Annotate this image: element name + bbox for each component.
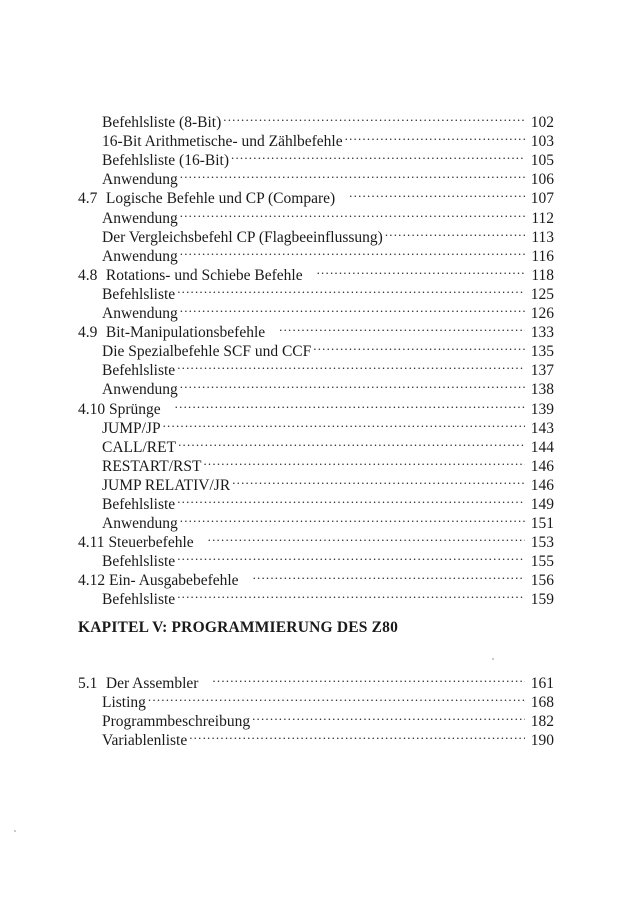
dot-leader [349, 184, 525, 203]
dot-leader [175, 394, 525, 413]
section-number: 4.9 [78, 324, 98, 342]
dot-leader [212, 669, 525, 688]
page-number: 155 [530, 553, 554, 571]
page-number: 146 [530, 457, 554, 475]
toc-subentry [78, 688, 554, 712]
section-number: 4.8 [78, 266, 98, 284]
page-number: 133 [530, 324, 554, 342]
page-number: 107 [530, 190, 554, 208]
dot-leader [189, 726, 525, 745]
toc-entry-title: Anwendung [102, 305, 178, 323]
page-number: 144 [530, 438, 554, 456]
toc-entry-title: 16-Bit Arithmetische- und Zählbefehle [102, 133, 343, 151]
page-number: 105 [530, 152, 554, 170]
page-number: 106 [530, 171, 554, 189]
page-number: 118 [531, 266, 554, 284]
toc-entry-title: Sprünge [109, 400, 161, 418]
toc-entry-title: Der Vergleichsbefehl CP (Flagbeeinflussung) [102, 228, 383, 246]
toc-entry-title: Befehlsliste (16-Bit) [102, 152, 229, 170]
toc-entry-label [78, 285, 175, 304]
toc-entry-label [78, 247, 178, 266]
toc-entry-label [78, 400, 161, 419]
dot-leader [252, 707, 525, 726]
page-number: 126 [530, 305, 554, 323]
dot-leader [208, 528, 525, 547]
page-number: 168 [530, 694, 554, 712]
toc-entry-title: Befehlsliste [102, 362, 176, 380]
toc-entry-title: Befehlsliste [102, 285, 176, 303]
toc-entry-label [78, 209, 178, 228]
toc-entry-title: Logische Befehle und CP (Compare) [105, 190, 336, 208]
toc-entry-title: Steuerbefehle [108, 534, 194, 552]
section-number: 5.1 [78, 675, 98, 693]
scan-speck [492, 658, 494, 660]
section-number: 4.12 [78, 572, 106, 590]
toc-entry-title: Anwendung [102, 515, 178, 533]
dot-leader [177, 547, 525, 566]
toc-entry-title: Befehlsliste (8-Bit) [102, 114, 222, 132]
toc-entry-label [78, 361, 175, 380]
toc-entry-title: Programmbeschreibung [102, 713, 251, 731]
page-number: 182 [530, 713, 554, 731]
page-number: 149 [530, 495, 554, 513]
toc-entry-label [78, 323, 265, 342]
toc-entry-title: Rotations- und Schiebe Befehle [105, 266, 303, 284]
page-number: 113 [531, 228, 554, 246]
toc-entry-label [78, 552, 175, 571]
page-number: 125 [530, 285, 554, 303]
toc-section-entry [78, 669, 554, 693]
dot-leader [253, 566, 525, 585]
table-of-contents [78, 108, 554, 609]
toc-entry-label [78, 731, 187, 750]
page-number: 102 [530, 114, 554, 132]
page-number: 146 [530, 476, 554, 494]
toc-subentry [78, 108, 554, 132]
page-number: 139 [530, 400, 554, 418]
page-number: 137 [530, 362, 554, 380]
section-number: 4.7 [78, 190, 98, 208]
toc-entry-label [78, 304, 178, 323]
section-number: 4.10 [78, 400, 106, 418]
section-number: 4.11 [78, 534, 105, 552]
dot-leader [177, 490, 525, 509]
page-number: 151 [530, 515, 554, 533]
dot-leader [148, 688, 525, 707]
page-number: 112 [531, 209, 554, 227]
scan-speck [14, 830, 16, 832]
toc-subentry [78, 707, 554, 731]
toc-entry-label [78, 438, 176, 457]
toc-entry-title: CALL/RET [102, 438, 177, 456]
toc-entry-title: Anwendung [102, 247, 178, 265]
toc-entry-title: RESTART/RST [102, 457, 202, 475]
dot-leader [177, 356, 525, 375]
page-number: 156 [530, 572, 554, 590]
toc-entry-title: JUMP RELATIV/JR [102, 476, 231, 494]
toc-entry-label [78, 113, 221, 132]
page-number: 135 [530, 343, 554, 361]
dot-leader [232, 471, 525, 490]
chapter-heading: KAPITEL V: PROGRAMMIERUNG DES Z80 [78, 619, 399, 636]
dot-leader [385, 223, 525, 242]
toc-entry-label [78, 170, 178, 189]
toc-entry-label [78, 457, 201, 476]
toc-entry-title: Anwendung [102, 381, 178, 399]
dot-leader [317, 261, 525, 280]
toc-entry-title: Ein- Ausgabebefehle [109, 572, 239, 590]
toc-entry-label [78, 514, 178, 533]
dot-leader [203, 452, 525, 471]
dot-leader [178, 433, 525, 452]
dot-leader [279, 318, 525, 337]
toc-entry-title: Die Spezialbefehle SCF und CCF [102, 343, 312, 361]
toc-entry-title: Anwendung [102, 209, 178, 227]
toc-entry-label [78, 693, 146, 712]
dot-leader [163, 414, 525, 433]
page-number: 161 [530, 675, 554, 693]
dot-leader [180, 242, 525, 261]
toc-entry-title: Anwendung [102, 171, 178, 189]
dot-leader [177, 280, 525, 299]
dot-leader [177, 585, 525, 604]
dot-leader [180, 165, 525, 184]
dot-leader [180, 509, 525, 528]
toc-entry-title: JUMP/JP [102, 419, 161, 437]
toc-entry-label [78, 419, 161, 438]
dot-leader [180, 375, 525, 394]
page-number: 138 [530, 381, 554, 399]
page-number: 103 [530, 133, 554, 151]
table-of-contents-chapter-5 [78, 669, 554, 750]
toc-entry-title: Befehlsliste [102, 591, 176, 609]
page-number: 153 [530, 534, 554, 552]
toc-entry-title: Befehlsliste [102, 495, 176, 513]
dot-leader [180, 299, 525, 318]
toc-entry-label [78, 380, 178, 399]
dot-leader [345, 127, 525, 146]
toc-entry-title: Bit-Manipulationsbefehle [105, 324, 266, 342]
toc-entry-title: Variablenliste [102, 732, 188, 750]
toc-entry-title: Befehlsliste [102, 553, 176, 571]
page-number: 190 [530, 732, 554, 750]
toc-entry-title: Listing [102, 694, 146, 712]
toc-entry-label [78, 590, 175, 609]
page-number: 143 [530, 419, 554, 437]
toc-entry-title: Der Assembler [105, 675, 199, 693]
page-number: 116 [531, 247, 554, 265]
dot-leader [313, 337, 525, 356]
dot-leader [180, 203, 525, 222]
page-number: 159 [530, 591, 554, 609]
dot-leader [223, 108, 525, 127]
dot-leader [231, 146, 525, 165]
toc-entry-label [78, 495, 175, 514]
